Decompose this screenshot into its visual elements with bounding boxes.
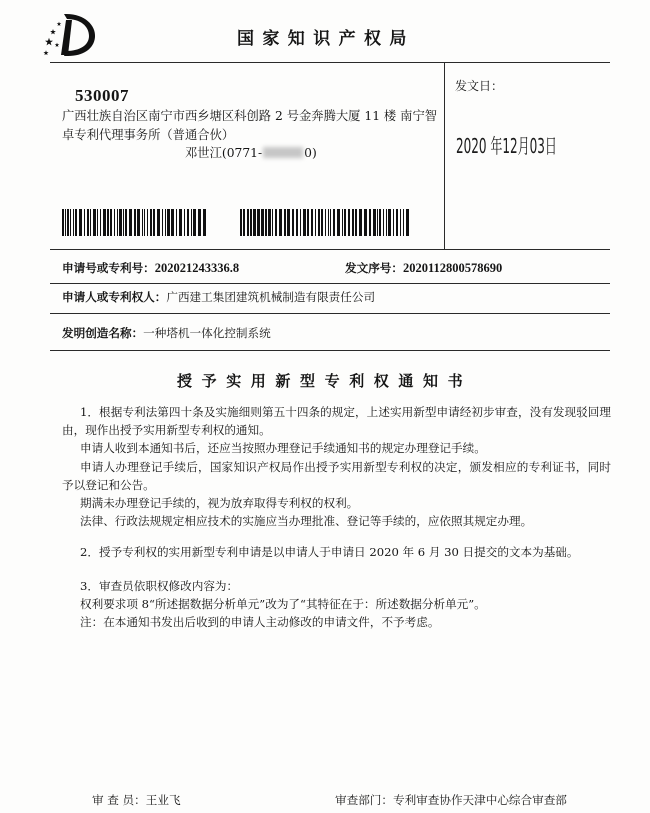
barcode-bar: [65, 209, 66, 236]
application-number-field: [62, 260, 239, 276]
barcode-bar: [303, 209, 306, 236]
barcode-bar: [184, 209, 185, 236]
barcode-bar: [110, 209, 112, 236]
barcode-bar: [279, 209, 282, 236]
barcode-bar: [275, 209, 277, 236]
barcode-bar: [287, 209, 290, 236]
applicant-label: 申请人或专利权人：: [62, 290, 167, 304]
barcode-bar: [100, 209, 101, 236]
barcode-bar: [330, 209, 331, 236]
barcode-bar: [179, 209, 182, 236]
logo-star-icon: [43, 50, 48, 55]
barcode-bar: [406, 209, 409, 236]
barcode-bar: [337, 209, 340, 236]
barcode-bar: [284, 209, 286, 236]
notice-section-3: [62, 577, 611, 632]
barcode-bar: [144, 209, 145, 236]
barcode-bar: [87, 209, 89, 236]
barcode-bar: [342, 209, 343, 236]
department-name: 专利审查协作天津中心综合审查部: [392, 793, 567, 807]
barcode-bar: [70, 209, 71, 236]
issue-date-value: 2020 年12月03日: [456, 134, 557, 158]
barcode-bar: [103, 209, 106, 236]
examining-department-line: [335, 792, 567, 808]
barcode-bar: [67, 209, 69, 236]
barcode-bar: [123, 209, 124, 236]
notice-body: [62, 403, 611, 631]
application-number-value: 202021243336.8: [154, 261, 240, 275]
barcode-bar: [311, 209, 313, 236]
barcode-bar: [393, 209, 394, 236]
applicant-field: [62, 289, 375, 305]
barcode-bar: [369, 209, 371, 236]
barcode-bar: [125, 209, 127, 236]
barcode-bar: [328, 209, 329, 236]
notice-paragraph: 3．审查员依职权修改内容为：: [80, 578, 239, 593]
barcode-bar: [257, 209, 260, 236]
barcode-bar: [344, 209, 346, 236]
barcode-bar: [355, 209, 357, 236]
barcode-left: [62, 209, 208, 236]
examiner-signature-line: [92, 792, 181, 808]
barcode-bar: [292, 209, 294, 236]
serial-number-label: 发文序号：: [345, 261, 403, 275]
invention-title-label: 发明创造名称：: [62, 326, 144, 340]
notice-paragraph: 期满未办理登记手续的，视为放弃取得专利权的权利。: [80, 496, 359, 511]
notice-paragraph: 申请人收到本通知书后，还应当按照办理登记手续通知书的规定办理登记手续。: [80, 441, 486, 456]
notice-title: 授予实用新型专利权通知书: [177, 372, 473, 390]
logo-star-icon: [45, 38, 53, 46]
barcode-bar: [147, 209, 148, 236]
barcode-bar: [240, 209, 242, 236]
barcode-bar: [167, 209, 170, 236]
barcode-bar: [403, 209, 404, 236]
barcode-bar: [97, 209, 98, 236]
barcode-bar: [84, 209, 85, 236]
examiner-label: 审 查 员：: [92, 793, 146, 807]
barcode-bar: [379, 209, 381, 236]
barcode-bar: [107, 209, 109, 236]
box-column-divider: [444, 62, 445, 249]
barcode-bar: [253, 209, 256, 236]
barcode-bar: [315, 209, 316, 236]
barcode-bar: [75, 209, 77, 236]
invention-title-value: 一种塔机一体化控制系统: [143, 326, 271, 340]
barcode-bar: [117, 209, 118, 236]
box-top-rule: [50, 62, 610, 63]
notice-paragraph: 2．授予专利权的实用新型专利申请是以申请人于申请日 2020 年 6 月 30 日提交的文本为基础。: [80, 545, 579, 560]
barcode-bar: [386, 209, 387, 236]
barcode-bar: [265, 209, 267, 236]
barcode-bar: [325, 209, 326, 236]
barcode-bar: [300, 209, 301, 236]
barcode-bar: [377, 209, 378, 236]
notice-paragraph: 注：在本通知书发出后收到的申请人主动修改的申请文件，不予考虑。: [80, 615, 440, 630]
barcode-bar: [247, 209, 249, 236]
barcode-bar: [187, 209, 189, 236]
barcode-bar: [307, 209, 309, 236]
barcode-bar: [142, 209, 143, 236]
barcode-bar: [250, 209, 252, 236]
notice-paragraph: 1．根据专利法第四十条及实施细则第五十四条的规定，上述实用新型申请经初步审查，没有发现驳回理由，现作出授予实用新型专利权的通知。: [62, 405, 611, 438]
box-rule-row-1: [50, 283, 610, 284]
barcode-bar: [261, 209, 264, 236]
barcode-bar: [171, 209, 174, 236]
postal-code: 530007: [75, 86, 129, 105]
barcode-bar: [193, 209, 196, 236]
barcode-bar: [150, 209, 152, 236]
redacted-phone-digits: [263, 147, 303, 158]
applicant-value: 广西建工集团建筑机械制造有限责任公司: [166, 290, 376, 304]
barcode-bar: [333, 209, 335, 236]
barcode-bar: [162, 209, 163, 236]
barcode-bar: [114, 209, 115, 236]
notice-section-1: [62, 403, 611, 530]
application-number-label: 申请号或专利号：: [62, 261, 155, 275]
barcode-bar: [134, 209, 136, 236]
barcode-bar: [157, 209, 160, 236]
recipient-address: 广西壮族自治区南宁市西乡塘区科创路 2 号金奔腾大厦 11 楼 南宁智卓专利代理事务所（普通合伙）: [62, 109, 438, 142]
notice-paragraph: 法律、行政法规规定相应技术的实施应当办理批准、登记等手续的，应依照其规定办理。: [80, 514, 533, 529]
invention-title-field: [62, 325, 271, 341]
box-rule-row-3: [50, 350, 610, 351]
notice-paragraph: 申请人办理登记手续后，国家知识产权局作出授予实用新型专利权的决定，颁发相应的专利证书，同时予以登记和公告。: [62, 459, 611, 492]
notice-paragraph: 权利要求项 8“所述据数据分析单元”改为了“其特征在于：所述数据分析单元”。: [80, 596, 486, 611]
barcode-bar: [396, 209, 398, 236]
box-rule-row-2: [50, 313, 610, 314]
notice-section-2: [62, 543, 611, 561]
barcode-bar: [165, 209, 166, 236]
agency-title: 国家知识产权局: [237, 29, 415, 49]
box-rule-address-bottom: [50, 249, 610, 250]
cnipa-logo: [40, 11, 98, 59]
barcode-right: [240, 209, 410, 236]
issue-date-label: 发文日：: [455, 79, 504, 93]
barcode-bar: [62, 209, 64, 236]
barcode-bar: [243, 209, 245, 236]
barcode-bar: [272, 209, 273, 236]
barcode-bar: [129, 209, 132, 236]
barcode-bar: [137, 209, 140, 236]
logo-star-icon: [55, 43, 60, 47]
recipient-contact: [185, 144, 317, 163]
barcode-bar: [79, 209, 82, 236]
barcode-bar: [198, 209, 201, 236]
barcode-bar: [176, 209, 177, 236]
barcode-bar: [73, 209, 74, 236]
barcode-bar: [296, 209, 298, 236]
logo-star-icon: [50, 29, 56, 34]
logo-star-icon: [57, 22, 62, 26]
barcode-bar: [348, 209, 350, 236]
barcode-bar: [318, 209, 320, 236]
examiner-name: 王业飞: [145, 793, 181, 807]
barcode-bar: [90, 209, 91, 236]
barcode-bar: [153, 209, 155, 236]
barcode-bar: [93, 209, 96, 236]
department-label: 审查部门：: [335, 793, 393, 807]
barcode-bar: [364, 209, 367, 236]
barcode-bar: [373, 209, 376, 236]
barcode-bar: [388, 209, 391, 236]
logo-emblem-stem: [61, 20, 72, 55]
serial-number-value: 2020112800578690: [402, 261, 503, 275]
barcode-bar: [400, 209, 401, 236]
contact-phone-suffix: 0): [304, 146, 317, 160]
serial-number-field: [345, 260, 502, 276]
barcode-bar: [203, 209, 206, 236]
barcode-bar: [268, 209, 271, 236]
barcode-bar: [359, 209, 362, 236]
barcode-bar: [383, 209, 384, 236]
barcode-bar: [191, 209, 192, 236]
barcode-bar: [119, 209, 122, 236]
barcode-bar: [321, 209, 323, 236]
contact-name-phone-prefix: 邓世江(0771-: [185, 146, 263, 160]
barcode-bar: [352, 209, 354, 236]
